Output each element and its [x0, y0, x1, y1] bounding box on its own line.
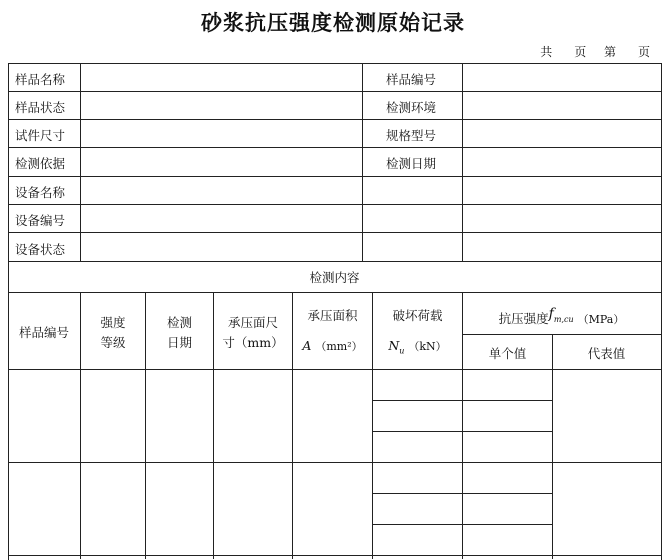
load-unit: （kN）	[408, 340, 447, 353]
col-representative-value: 代表值	[587, 346, 626, 361]
label-test-date: 检测日期	[386, 156, 437, 171]
load-symbol	[388, 338, 405, 356]
label-sample-name: 样品名称	[15, 72, 66, 87]
label-equipment-no: 设备编号	[15, 213, 66, 228]
label-equipment-state: 设备状态	[15, 242, 66, 257]
col-size-line2: 寸（mm）	[222, 335, 284, 350]
total-suffix: 页	[574, 45, 587, 59]
row-line	[8, 176, 661, 177]
body-line	[373, 431, 553, 432]
strength-unit: （MPa）	[577, 313, 625, 326]
body-line	[8, 555, 661, 556]
strength-symbol-sub: m,cu	[553, 314, 574, 324]
label-model: 规格型号	[386, 128, 437, 143]
col-line	[462, 292, 463, 559]
col-grade-line2: 等级	[100, 335, 126, 350]
col-line	[462, 63, 463, 261]
col-date	[146, 313, 213, 353]
col-load-line2	[373, 331, 462, 367]
col-date-line1: 检测	[166, 315, 192, 330]
body-line	[373, 493, 553, 494]
row-line	[8, 292, 661, 293]
col-grade	[81, 313, 145, 353]
label-specimen-size: 试件尺寸	[15, 128, 66, 143]
col-compressive-strength	[463, 306, 660, 329]
load-symbol-main: N	[388, 338, 400, 353]
col-bearing-area	[293, 301, 372, 362]
header-line	[8, 369, 661, 370]
col-line	[552, 334, 553, 559]
col-line	[80, 63, 81, 261]
page-counter	[540, 43, 650, 60]
col-size-line1: 承压面尺	[227, 315, 278, 330]
row-line	[8, 91, 661, 92]
body-line	[373, 524, 553, 525]
area-unit: （mm²）	[315, 340, 363, 353]
col-area-line1: 承压面积	[307, 308, 358, 323]
row-line	[8, 147, 661, 148]
row-line	[8, 119, 661, 120]
col-single-value: 单个值	[488, 346, 527, 361]
row-line	[8, 261, 661, 262]
label-environment: 检测环境	[386, 100, 437, 115]
label-sample-no: 样品编号	[386, 72, 437, 87]
col-sample-no: 样品编号	[18, 325, 69, 340]
strength-label: 抗压强度	[498, 311, 549, 326]
page-prefix: 第	[603, 45, 616, 59]
col-date-line2: 日期	[166, 335, 192, 350]
body-line	[8, 462, 661, 463]
label-basis: 检测依据	[15, 156, 66, 171]
col-bearing-size	[214, 313, 292, 353]
strength-symbol	[549, 306, 574, 322]
col-load-line1: 破坏荷载	[392, 308, 443, 323]
total-prefix: 共	[540, 45, 553, 59]
row-line	[8, 232, 661, 233]
load-symbol-sub: u	[399, 346, 405, 356]
col-line	[362, 63, 363, 261]
label-sample-state: 样品状态	[15, 100, 66, 115]
area-symbol: A	[302, 338, 312, 353]
page-title: 砂浆抗压强度检测原始记录	[201, 11, 465, 35]
col-grade-line1: 强度	[100, 315, 126, 330]
row-line	[8, 204, 661, 205]
page-suffix: 页	[637, 45, 650, 59]
header-line	[463, 334, 661, 335]
col-area-line2	[293, 331, 372, 362]
section-title: 检测内容	[309, 270, 360, 285]
body-line	[373, 400, 553, 401]
label-equipment-name: 设备名称	[15, 185, 66, 200]
strength-symbol-main: f	[548, 306, 554, 322]
col-failure-load	[373, 301, 462, 367]
